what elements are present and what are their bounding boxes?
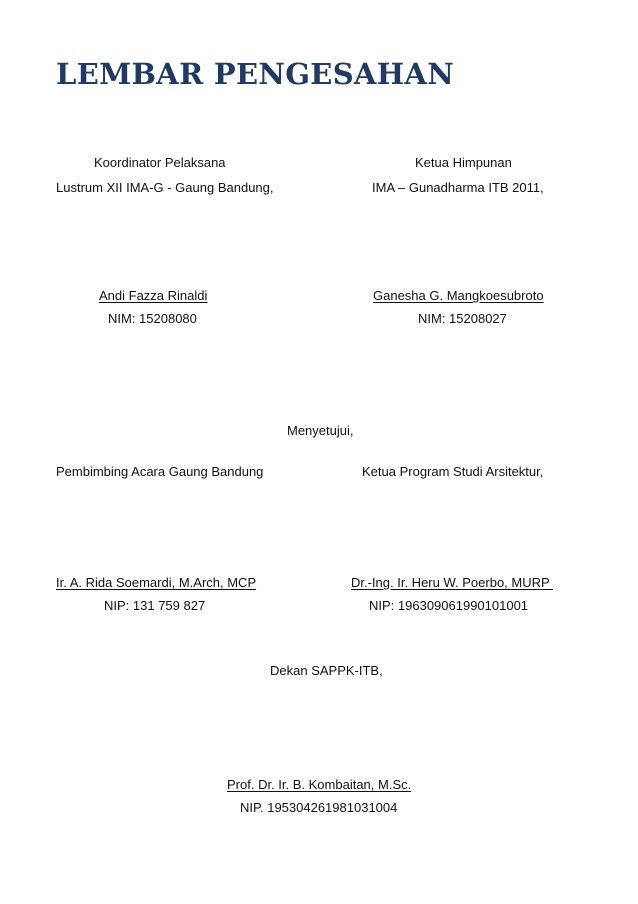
approval-label: Menyetujui,	[287, 423, 354, 438]
advisor-id: NIP: 131 759 827	[104, 598, 206, 613]
dean-name: Prof. Dr. Ir. B. Kombaitan, M.Sc.	[227, 777, 412, 792]
coordinator-role: Koordinator Pelaksana	[94, 155, 226, 170]
coordinator-org: Lustrum XII IMA-G - Gaung Bandung,	[56, 180, 274, 195]
program-head-role: Ketua Program Studi Arsitektur,	[362, 464, 544, 479]
dean-role: Dekan SAPPK-ITB,	[270, 663, 383, 678]
chair-role: Ketua Himpunan	[415, 155, 512, 170]
chair-org: IMA – Gunadharma ITB 2011,	[372, 180, 544, 195]
coordinator-id: NIM: 15208080	[108, 311, 197, 326]
advisor-name: Ir. A. Rida Soemardi, M.Arch, MCP	[56, 575, 257, 590]
dean-id: NIP. 195304261981031004	[240, 800, 398, 815]
chair-id: NIM: 15208027	[418, 311, 507, 326]
program-head-name: Dr.-Ing. Ir. Heru W. Poerbo, MURP	[351, 575, 554, 590]
coordinator-name: Andi Fazza Rinaldi	[99, 288, 208, 303]
page-title: LEMBAR PENGESAHAN	[56, 57, 455, 91]
chair-name: Ganesha G. Mangkoesubroto	[373, 288, 544, 303]
advisor-role: Pembimbing Acara Gaung Bandung	[56, 464, 264, 479]
program-head-id: NIP: 196309061990101001	[369, 598, 529, 613]
